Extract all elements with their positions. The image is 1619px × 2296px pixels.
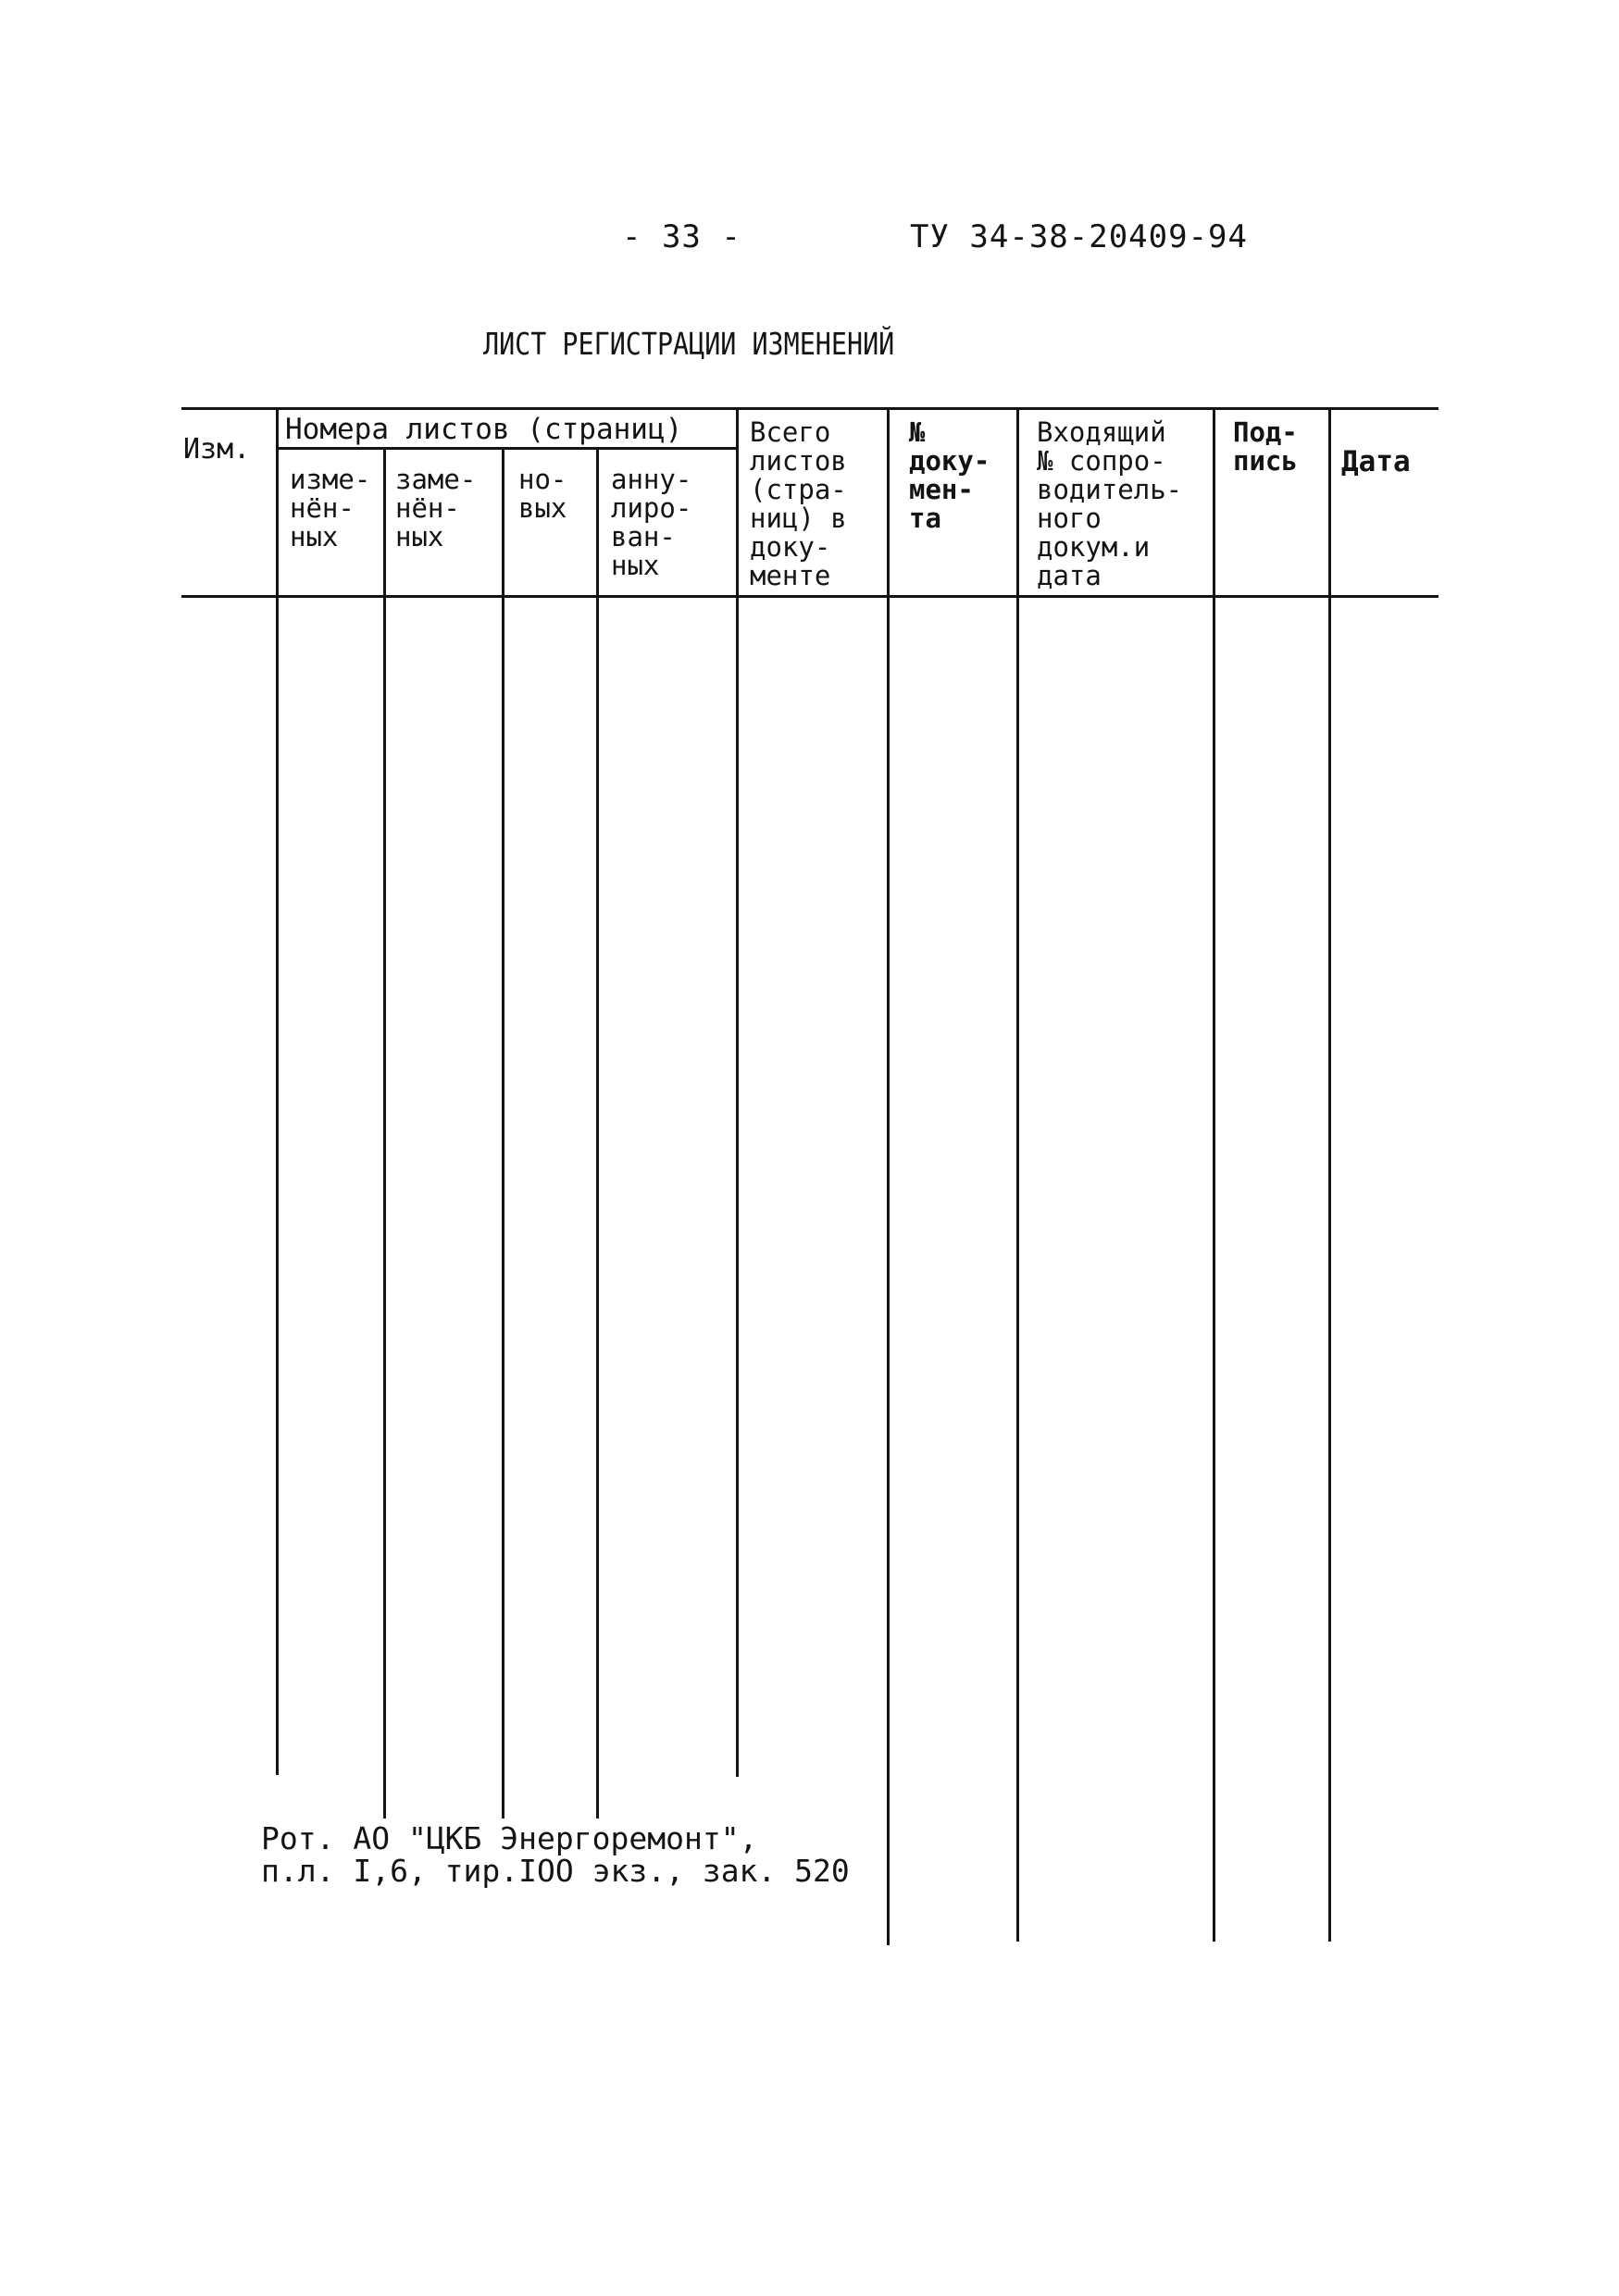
column-divider-2 xyxy=(383,449,386,1818)
column-divider-5 xyxy=(736,407,739,1777)
header-bottom-border xyxy=(181,595,1438,598)
column-header-izm: Изм. xyxy=(183,433,251,465)
subcolumn-header-new: но- вых xyxy=(518,464,567,524)
subcolumn-header-annulled: анну- лиро- ван- ных xyxy=(611,464,692,581)
column-divider-6 xyxy=(887,407,890,1945)
column-divider-8 xyxy=(1213,407,1215,1942)
subcolumn-header-changed: изме- нён- ных xyxy=(290,464,371,552)
column-header-total-sheets: Всего листов (стра- ниц) в доку- менте xyxy=(750,416,847,591)
column-header-date: Дата xyxy=(1341,445,1411,478)
subcolumn-header-replaced: заме- нён- ных xyxy=(395,464,477,552)
group-header-divider xyxy=(278,447,738,450)
column-header-incoming-doc: Входящий № сопро- водитель- ного докум.и дата xyxy=(1037,416,1183,591)
column-header-signature: Под- пись xyxy=(1233,416,1298,477)
table-top-border xyxy=(181,407,1438,410)
page-number: - 33 - xyxy=(622,218,741,255)
column-group-header-sheet-numbers: Номера листов (страниц) xyxy=(285,413,683,446)
print-imprint-line-1: Рот. АО "ЦКБ Энергоремонт", xyxy=(261,1820,758,1856)
print-imprint-line-2: п.л. I,6, тир.IOO экз., зак. 520 xyxy=(261,1853,850,1889)
document-code: ТУ 34-38-20409-94 xyxy=(910,218,1248,255)
column-header-doc-number: № доку- мен- та xyxy=(909,416,990,534)
column-divider-9 xyxy=(1328,407,1331,1942)
column-divider-4 xyxy=(596,449,599,1818)
column-divider-3 xyxy=(502,449,504,1818)
column-divider-1 xyxy=(276,407,279,1775)
column-divider-7 xyxy=(1016,407,1019,1942)
page-title: ЛИСТ РЕГИСТРАЦИИ ИЗМЕНЕНИЙ xyxy=(483,326,895,362)
